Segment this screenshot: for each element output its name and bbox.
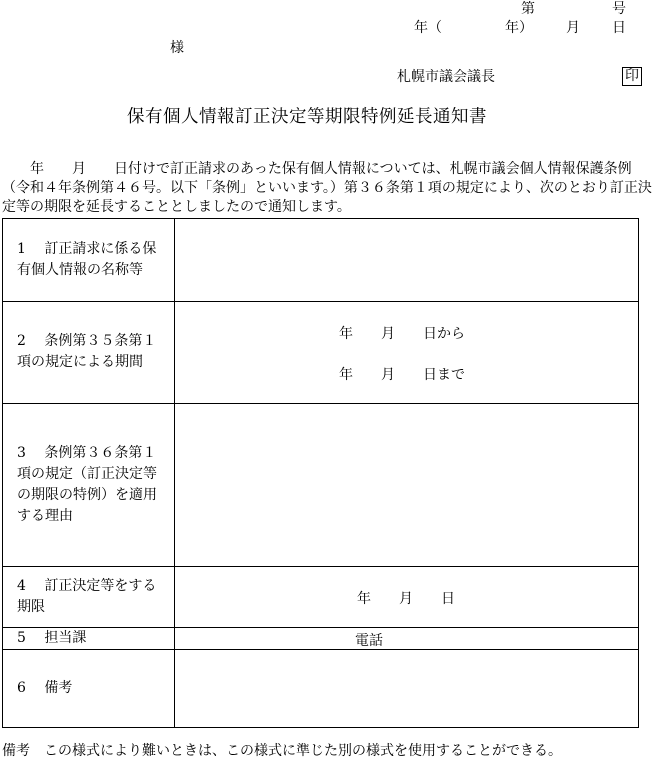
period-from-value: 年 月 日から [339, 326, 465, 342]
row-label-remarks: 6 備考 [17, 680, 73, 696]
row-label-deadline: 4 訂正決定等をする期限 [17, 578, 157, 615]
seal-mark: 印 [622, 67, 642, 86]
footer-note: 備考 この様式により難いときは、この様式に準じた別の様式を使用することができる。 [2, 743, 562, 759]
date-month: 月 [566, 20, 580, 36]
table-row-divider [3, 649, 638, 650]
row-label-reason: 3 条例第３６条第１項の規定（訂正決定等の期限の特例）を適用する理由 [17, 445, 157, 524]
notice-table [2, 218, 639, 728]
addressee-suffix: 様 [170, 40, 184, 56]
date-year: 年（ [414, 20, 442, 36]
table-row-divider [3, 403, 638, 404]
row-label-request-info: 1 訂正請求に係る保有個人情報の名称等 [17, 241, 157, 278]
document-number-prefix: 第 [521, 1, 535, 17]
table-column-divider [174, 219, 175, 727]
document-number-suffix: 号 [612, 1, 626, 17]
document-title: 保有個人情報訂正決定等期限特例延長通知書 [127, 107, 487, 127]
table-row-divider [3, 566, 638, 567]
date-day: 日 [612, 20, 626, 36]
period-to-value: 年 月 日まで [339, 367, 465, 383]
date-era-year: 年） [505, 20, 533, 36]
row-label-period: 2 条例第３５条第１項の規定による期間 [17, 333, 157, 370]
table-row-divider [3, 301, 638, 302]
phone-label: 電話 [355, 633, 383, 649]
notice-paragraph: 年 月 日付けで訂正請求のあった保有個人情報については、札幌市議会個人情報保護条例（令和４年条例第４６号。以下「条例」といいます。）第３６条第１項の規定により、次のとおり訂正決定等の期限を延長することとしましたので通知します。 [2, 161, 652, 215]
deadline-value: 年 月 日 [357, 591, 455, 607]
row-label-department: 5 担当課 [17, 630, 87, 646]
sender-name: 札幌市議会議長 [397, 69, 495, 85]
